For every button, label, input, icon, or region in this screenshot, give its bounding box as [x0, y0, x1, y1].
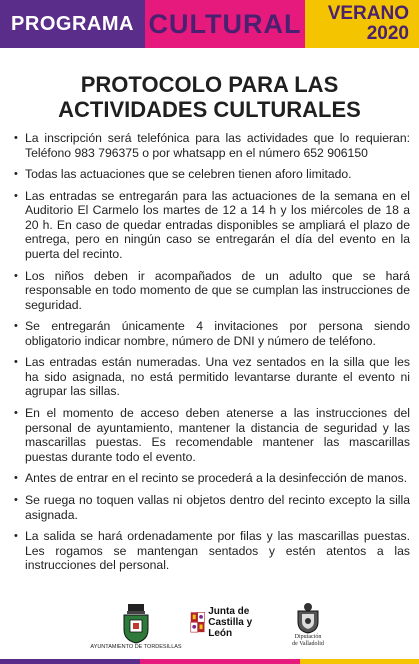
- tordesillas-caption: AYUNTAMIENTO DE TORDESILLAS: [90, 644, 182, 650]
- dip-line-1: Diputación: [294, 634, 322, 640]
- header-verano: [305, 0, 419, 48]
- diputacion-valladolid-logo: [278, 602, 338, 647]
- header-year: 2020: [366, 23, 409, 44]
- title-line-2: ACTIVIDADES CULTURALES: [58, 97, 361, 122]
- tordesillas-coat-of-arms-icon: [121, 602, 151, 644]
- protocol-item: • Los niños deben ir acompañados de un adulto que se hará responsable en todo momento de que se cumplan las instrucciones de seguridad.: [14, 269, 410, 313]
- castilla-y-leon-logo: [190, 606, 262, 639]
- header-verano-label: VERANO: [327, 3, 409, 24]
- protocol-item: • Se entregarán únicamente 4 invitaciones por persona siendo obligatorio indicar nombre, número de DNI y número de teléfono.: [14, 319, 410, 348]
- header-cultural: CULTURAL: [145, 0, 305, 48]
- page-title: [0, 72, 419, 122]
- title-line-1: PROTOCOLO PARA LAS: [80, 72, 339, 97]
- tordesillas-logo: [90, 602, 182, 650]
- protocol-item: • Se ruega no toquen vallas ni objetos dentro del recinto excepto la silla asignada.: [14, 493, 410, 522]
- header-programa: PROGRAMA: [0, 0, 145, 48]
- protocol-item: • Las entradas se entregarán para las actuaciones de la semana en el Auditorio El Carmelo los martes de 12 a 14 h y los miércoles de 18 a 20 h. En caso de quedar entradas disponibles se ampliará el plazo de entrega, pero en ningún caso se entregarán el día del evento en la puerta del recinto.: [14, 189, 410, 262]
- castilla-y-leon-emblem-icon: [190, 608, 205, 638]
- cyl-line-2: Castilla y León: [208, 617, 253, 639]
- strip-yellow: [300, 659, 419, 664]
- sponsor-logos: [0, 598, 419, 664]
- protocol-list: [14, 131, 410, 580]
- protocol-item: • Todas las actuaciones que se celebren tienen aforo limitado.: [14, 167, 410, 182]
- bottom-color-strip: [0, 659, 419, 664]
- protocol-item: • La inscripción será telefónica para las actividades que lo requieran: Teléfono 983 796375 o por whatsapp en el número 652 906150: [14, 131, 410, 160]
- valladolid-coat-of-arms-icon: [295, 602, 321, 634]
- header-banner: [0, 0, 419, 48]
- protocol-item: • Antes de entrar en el recinto se procederá a la desinfección de manos.: [14, 471, 410, 486]
- cyl-line-1: Junta de: [208, 606, 250, 617]
- strip-magenta: [140, 659, 300, 664]
- protocol-item: • Las entradas están numeradas. Una vez sentados en la silla que les ha sido asignada, no está permitido levantarse durante el evento ni agrupar las sillas.: [14, 355, 410, 399]
- protocol-item: • La salida se hará ordenadamente por filas y las mascarillas puestas. Les rogamos se mantengan sentados y estén atentos a las instrucciones del personal.: [14, 529, 410, 573]
- strip-purple: [0, 659, 140, 664]
- dip-line-2: de Valladolid: [292, 640, 324, 647]
- protocol-item: • En el momento de acceso deben atenerse a las instrucciones del personal de ayuntamiento, mantener la distancia de seguridad y las mascarillas puestas. Es recomendable mantener las mascarillas puestas durante todo el evento.: [14, 406, 410, 464]
